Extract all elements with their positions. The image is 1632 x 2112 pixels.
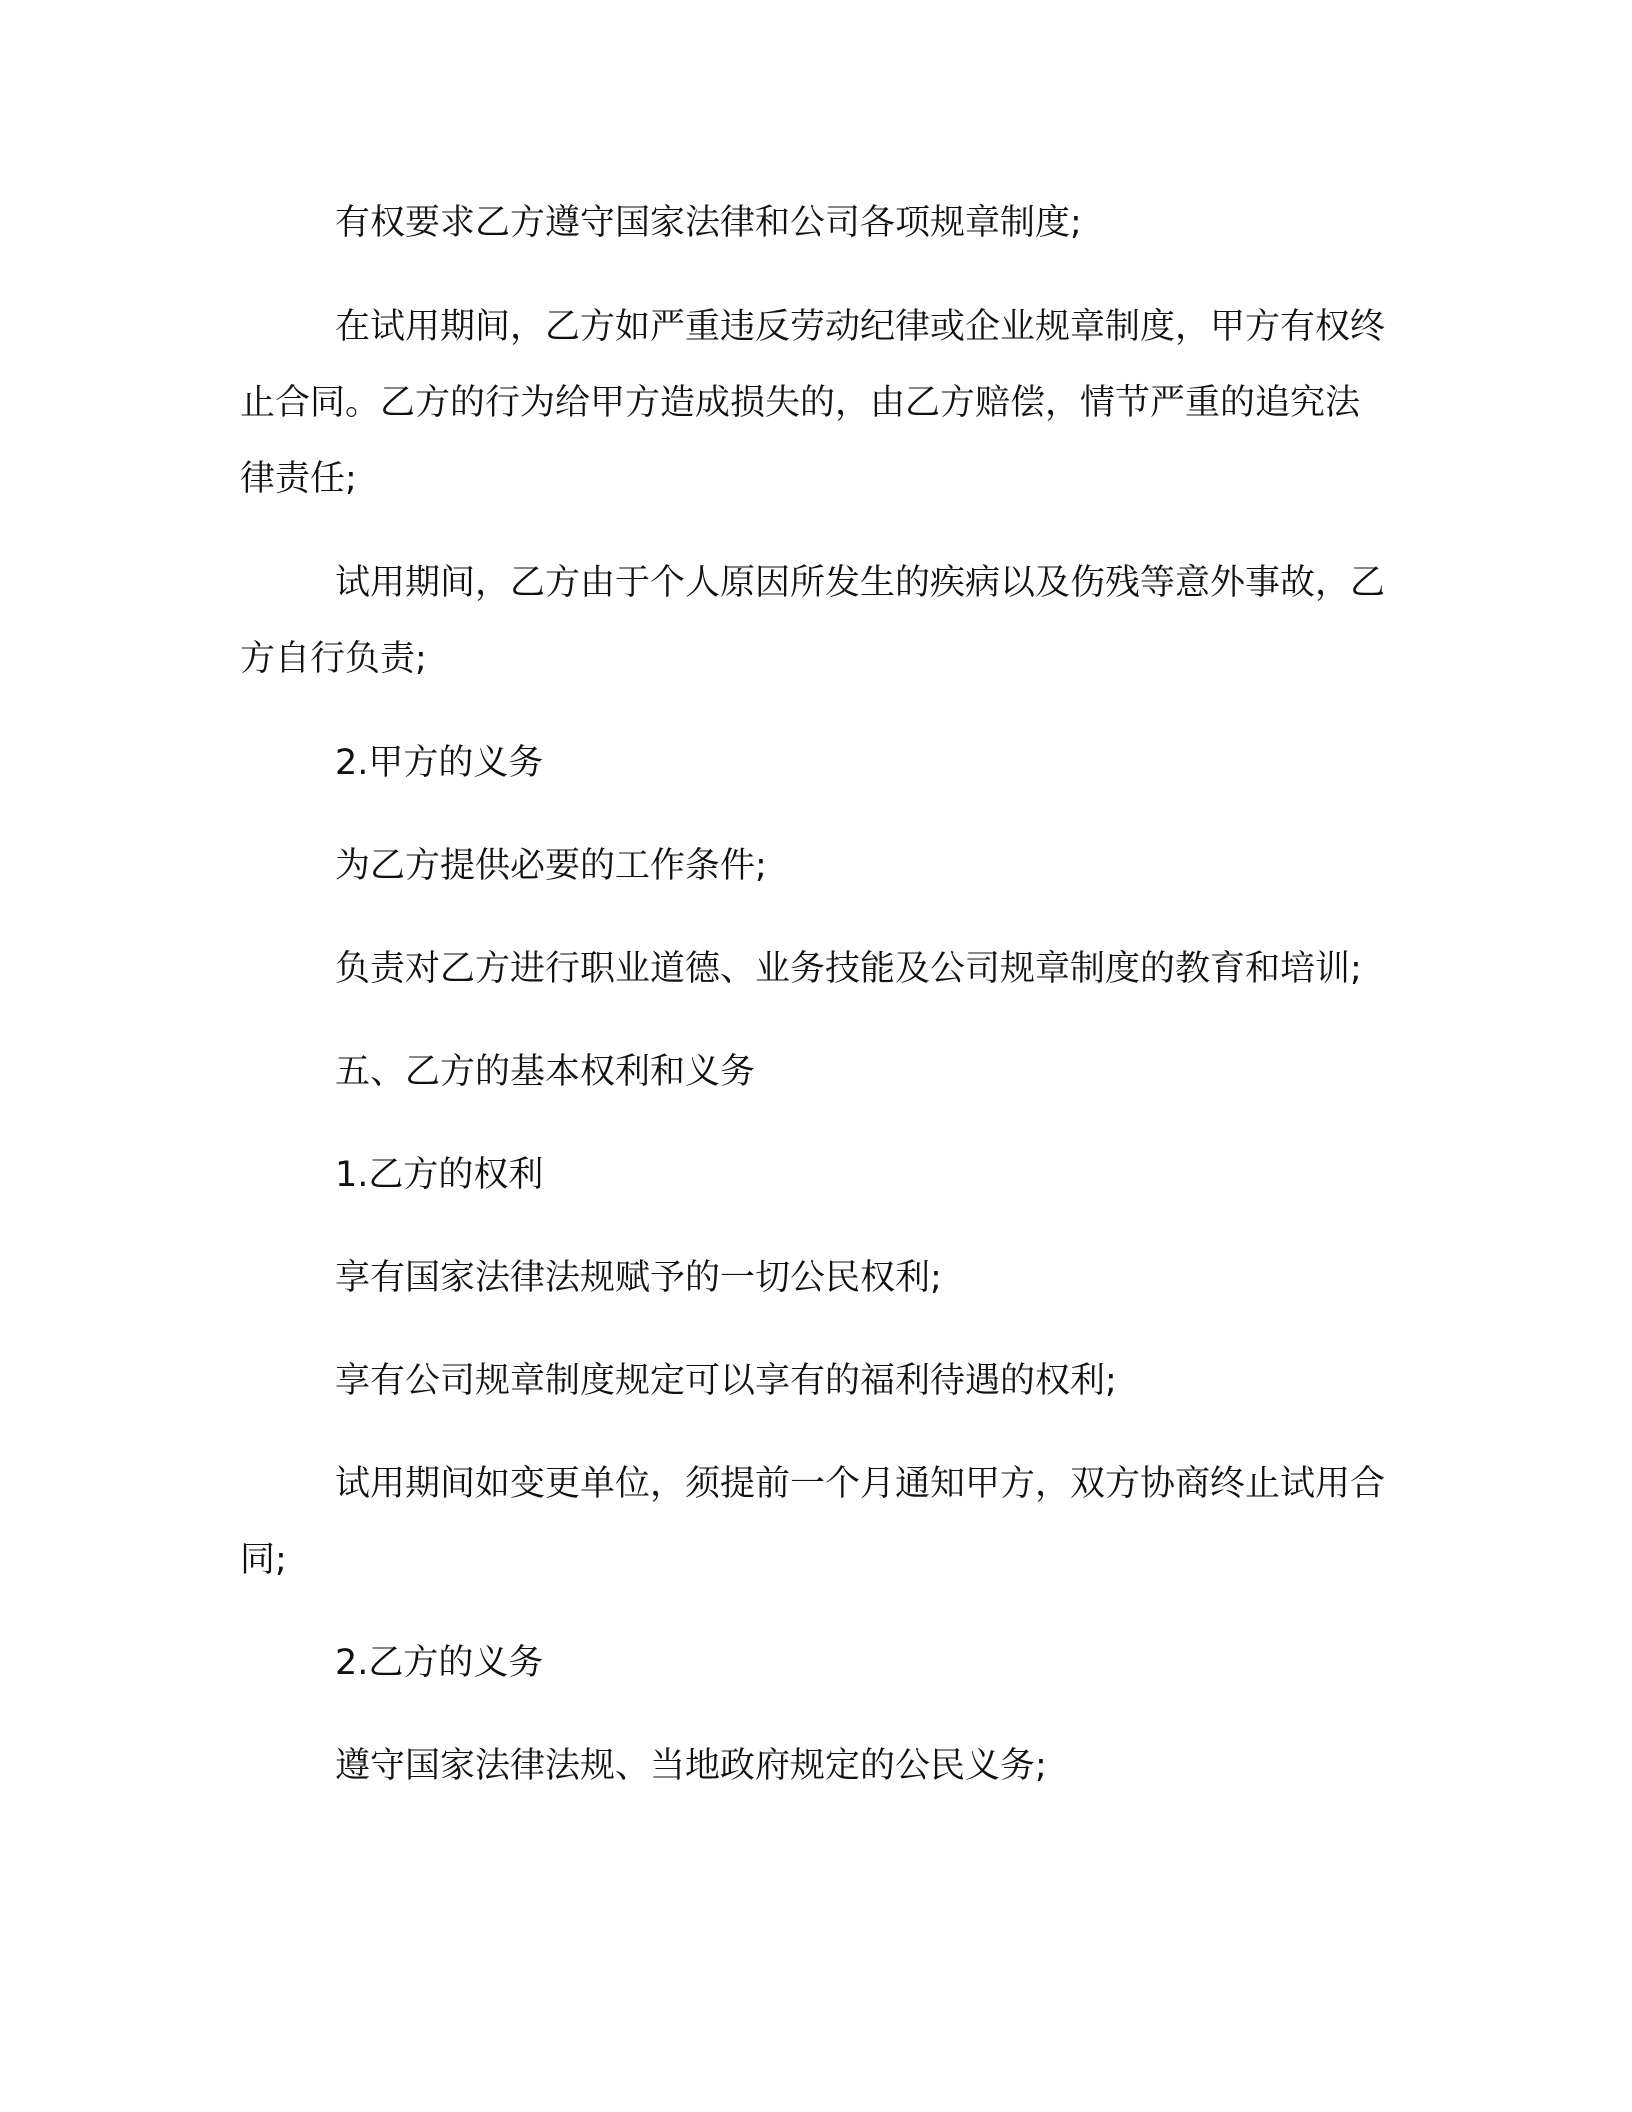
paragraph-9: 遵守国家法律法规、当地政府规定的公民义务; — [335, 1746, 1047, 1786]
section-heading-party-b-rights: 1.乙方的权利 — [335, 1155, 544, 1195]
document-body — [240, 185, 1390, 1804]
paragraph-6: 享有国家法律法规赋予的一切公民权利; — [335, 1258, 942, 1298]
section-heading-party-b-rights-obligations: 五、乙方的基本权利和义务 — [335, 1052, 756, 1092]
paragraph-8: 试用期间如变更单位，须提前一个月通知甲方，双方协商终止试用合同; — [240, 1464, 1386, 1580]
paragraph-1: 有权要求乙方遵守国家法律和公司各项规章制度; — [335, 203, 1082, 243]
paragraph-7: 享有公司规章制度规定可以享有的福利待遇的权利; — [335, 1361, 1117, 1401]
paragraph-5: 负责对乙方进行职业道德、业务技能及公司规章制度的教育和培训; — [335, 949, 1362, 989]
section-heading-party-b-obligations: 2.乙方的义务 — [335, 1643, 544, 1683]
section-heading-party-a-obligations: 2.甲方的义务 — [335, 743, 544, 783]
paragraph-4: 为乙方提供必要的工作条件; — [335, 846, 767, 886]
paragraph-3: 试用期间，乙方由于个人原因所发生的疾病以及伤残等意外事故，乙方自行负责; — [240, 563, 1386, 679]
paragraph-2: 在试用期间，乙方如严重违反劳动纪律或企业规章制度，甲方有权终止合同。乙方的行为给甲方造成损失的，由乙方赔偿，情节严重的追究法律责任; — [240, 307, 1386, 499]
